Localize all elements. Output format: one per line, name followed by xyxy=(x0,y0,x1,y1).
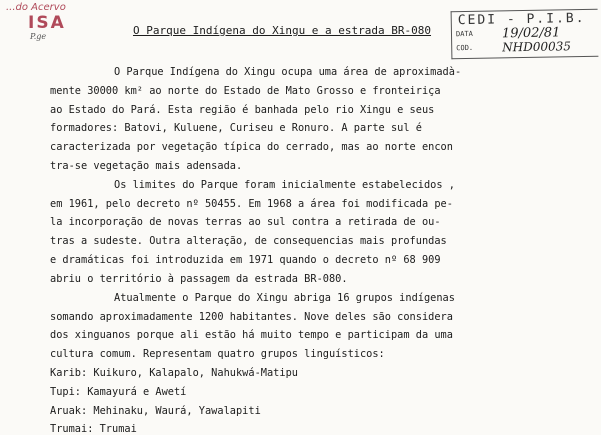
body-line: ao Estado do Pará. Esta região é banhada pelo rio Xingu e seus xyxy=(50,104,435,116)
body-line: e dramáticas foi introduzida em 1971 quando o decreto nº 68 909 xyxy=(50,254,441,266)
stamp-org: CEDI - P.I.B. xyxy=(457,10,586,29)
body-line: Aruak: Mehinaku, Waurá, Yawalapiti xyxy=(50,405,261,417)
archive-stamp xyxy=(451,9,599,60)
body-line: tra-se vegetação mais adensada. xyxy=(50,160,243,172)
body-line: mente 30000 km² ao norte do Estado de Mato Grosso e fronteiriça xyxy=(50,85,441,97)
logo-line-2: ISA xyxy=(28,13,66,33)
body-line: somando aproximadamente 1200 habitantes. Nove deles são considera xyxy=(50,311,453,323)
body-line: Os limites do Parque foram inicialmente estabelecidos , xyxy=(114,179,455,191)
stamp-code-label: COD. xyxy=(456,43,474,53)
stamp-date-value: 19/02/81 xyxy=(501,25,561,42)
body-line: la incorporação de novas terras ao sul contra a retirada de ou- xyxy=(50,216,441,228)
handwritten-note: P.ge xyxy=(30,32,47,41)
body-line: O Parque Indígena do Xingu ocupa uma área de aproximadà- xyxy=(114,66,462,78)
body-line: em 1961, pelo decreto nº 50455. Em 1968 a área foi modificada pe- xyxy=(50,198,453,210)
logo-line-1: ...do Acervo xyxy=(6,2,66,13)
body-line: dos xinguanos porque ali estão há muito tempo e participam da uma xyxy=(50,329,453,341)
document-title: O Parque Indígena do Xingu e a estrada BR-080 xyxy=(133,24,432,37)
body-line: tras a sudeste. Outra alteração, de consequencias mais profundas xyxy=(50,235,447,247)
stamp-code-value: NHD00035 xyxy=(502,39,572,55)
body-line: formadores: Batovi, Kuluene, Curiseu e Ronuro. A parte sul é xyxy=(50,122,422,134)
body-line: abriu o território à passagem da estrada BR-080. xyxy=(50,273,348,285)
body-line: Karib: Kuikuro, Kalapalo, Nahukwá-Matipu xyxy=(50,367,298,379)
stamp-date-label: DATA xyxy=(455,29,473,39)
body-line: cultura comum. Representam quatro grupos linguísticos: xyxy=(50,348,385,360)
body-line: caracterizada por vegetação típica do cerrado, mas ao norte encon xyxy=(50,141,453,153)
body-line: Atualmente o Parque do Xingu abriga 16 grupos indígenas xyxy=(114,292,455,304)
body-line: Trumai: Trumai xyxy=(50,423,137,435)
body-line: Tupi: Kamayurá e Awetí xyxy=(50,386,187,398)
